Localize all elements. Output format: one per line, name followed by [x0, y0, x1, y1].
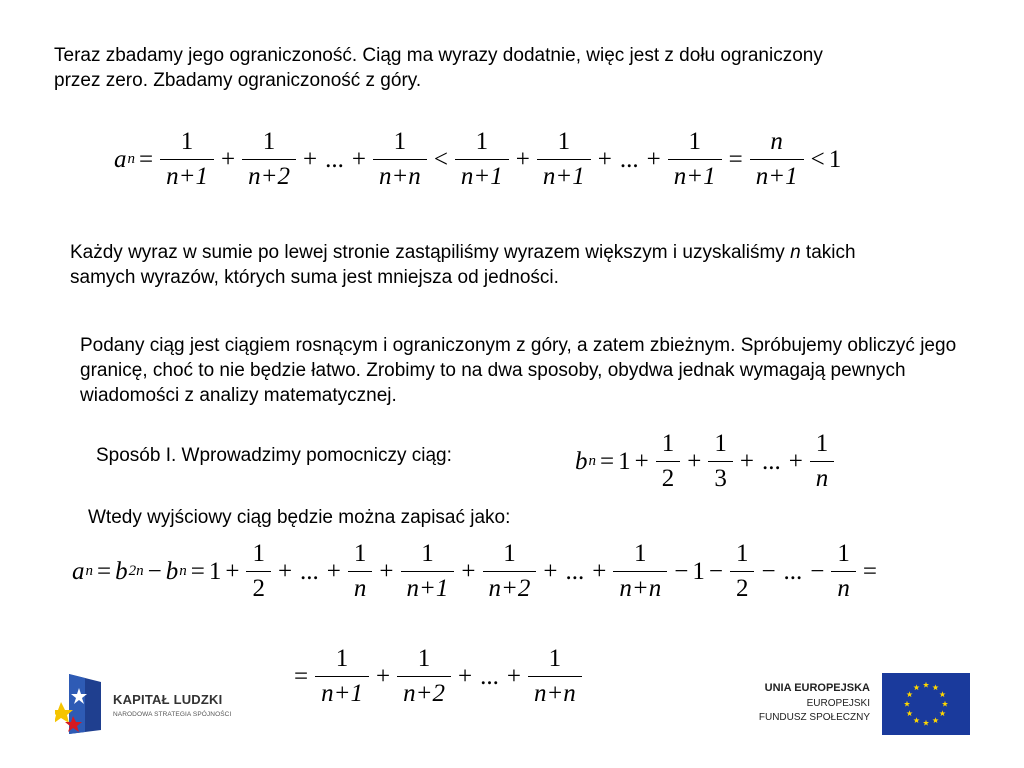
- fraction: [401, 540, 455, 603]
- operator: +: [739, 447, 754, 475]
- operator: −: [761, 557, 776, 585]
- operator: +: [592, 557, 607, 585]
- denominator: n+2: [242, 159, 296, 191]
- kapital-ludzki-emblem: [55, 672, 107, 736]
- denominator: n: [831, 571, 856, 603]
- operator: +: [351, 145, 366, 173]
- numerator: 1: [475, 128, 489, 155]
- operator: +: [543, 557, 558, 585]
- ellipsis: ...: [300, 557, 319, 585]
- fraction: [810, 430, 835, 493]
- operator: =: [600, 447, 615, 475]
- denominator: n: [810, 461, 835, 493]
- operator: +: [646, 145, 661, 173]
- numerator: 1: [634, 540, 647, 567]
- fraction: [750, 128, 804, 191]
- numerator: 1: [262, 128, 276, 155]
- subscript: n: [127, 151, 135, 167]
- numerator: n: [770, 128, 783, 155]
- denominator: n+2: [483, 571, 537, 603]
- denominator: 2: [246, 571, 271, 603]
- fraction: [528, 645, 582, 708]
- paragraph-text: Teraz zbadamy jego ograniczoność. Ciąg ma wyrazy dodatnie, więc jest z dołu ograniczony przez zero. Zbadamy ograniczoność z góry.: [54, 45, 823, 91]
- operator: −: [147, 557, 162, 585]
- denominator: n+1: [160, 159, 214, 191]
- eu-flag-icon: [882, 673, 970, 735]
- fraction: [348, 540, 373, 603]
- fraction: [483, 540, 537, 603]
- numerator: 1: [557, 128, 571, 155]
- ellipsis: ...: [565, 557, 585, 585]
- numerator: 1: [837, 540, 850, 567]
- operator: +: [788, 447, 803, 475]
- fraction: [455, 128, 509, 191]
- constant: 1: [208, 557, 222, 585]
- operator: =: [139, 145, 154, 173]
- numerator: 1: [180, 128, 194, 155]
- numerator: 1: [393, 128, 407, 155]
- paragraph-boundedness: [54, 43, 874, 93]
- subscript: n: [85, 563, 93, 579]
- ellipsis: ...: [325, 145, 344, 173]
- operator: +: [634, 447, 649, 475]
- numerator: 1: [421, 540, 434, 567]
- paragraph-text: Sposób I. Wprowadzimy pomocniczy ciąg:: [96, 445, 452, 466]
- fraction: [242, 128, 296, 191]
- denominator: n+1: [668, 159, 722, 191]
- paragraph-comparison: [70, 240, 870, 290]
- fraction: [708, 430, 733, 493]
- operator: +: [326, 557, 341, 585]
- operator: <: [810, 145, 825, 173]
- denominator: n+1: [537, 159, 591, 191]
- symbol: a: [114, 145, 127, 173]
- operator: <: [433, 145, 448, 173]
- fraction: [613, 540, 667, 603]
- ellipsis: ...: [480, 662, 499, 690]
- subscript: n: [179, 563, 187, 579]
- kapital-ludzki-title: KAPITAŁ LUDZKI: [113, 692, 223, 707]
- fraction: [315, 645, 369, 708]
- paragraph-convergence: [80, 333, 980, 408]
- paragraph-text: Wtedy wyjściowy ciąg będzie można zapisać jako:: [88, 507, 511, 528]
- variable-n: n: [790, 242, 801, 263]
- operator: =: [294, 662, 309, 690]
- subscript: n: [588, 453, 596, 469]
- fraction: [160, 128, 214, 191]
- ellipsis: ...: [619, 145, 639, 173]
- operator: +: [379, 557, 394, 585]
- formula-an-upper-bound: [114, 128, 841, 191]
- operator: −: [708, 557, 723, 585]
- operator: =: [862, 557, 878, 585]
- denominator: 2: [730, 571, 755, 603]
- operator: +: [515, 145, 530, 173]
- denominator: n+1: [455, 159, 509, 191]
- operator: =: [190, 557, 205, 585]
- fraction: [397, 645, 451, 708]
- denominator: n+1: [750, 159, 804, 191]
- denominator: n+1: [401, 571, 455, 603]
- operator: −: [810, 557, 825, 585]
- numerator: 1: [335, 645, 349, 672]
- denominator: n+2: [397, 676, 451, 708]
- symbol: a: [72, 557, 85, 585]
- operator: +: [457, 662, 473, 690]
- numerator: 1: [815, 430, 829, 457]
- kapital-ludzki-logo: [55, 672, 265, 736]
- formula-an-rewrite: [72, 540, 881, 603]
- symbol: b: [115, 557, 128, 585]
- subscript: 2n: [128, 563, 144, 579]
- operator: −: [674, 557, 689, 585]
- paragraph-text: Podany ciąg jest ciągiem rosnącym i ograniczonym z góry, a zatem zbieżnym. Spróbujemy obliczyć jego granicę, choć to nie będzie łatwo. Zrobimy to na dwa sposoby, obydwa jednak wymagają pewnych wiadomości z analizy matematycznej.: [80, 335, 957, 406]
- formula-bn-definition: [575, 430, 837, 493]
- constant: 1: [618, 447, 631, 475]
- eu-line1: UNIA EUROPEJSKA: [764, 682, 870, 694]
- denominator: 2: [656, 461, 681, 493]
- denominator: 3: [708, 461, 733, 493]
- eu-line3: FUNDUSZ SPOŁECZNY: [758, 712, 870, 723]
- numerator: 1: [735, 540, 749, 567]
- fraction: [668, 128, 722, 191]
- denominator: n+n: [613, 571, 667, 603]
- denominator: n+1: [315, 676, 369, 708]
- numerator: 1: [661, 430, 675, 457]
- operator: =: [97, 557, 112, 585]
- numerator: 1: [714, 430, 727, 457]
- operator: +: [597, 145, 612, 173]
- operator: +: [506, 662, 521, 690]
- operator: +: [687, 447, 702, 475]
- operator: +: [302, 145, 318, 173]
- paragraph-text: Każdy wyraz w sumie po lewej stronie zastąpiliśmy wyrazem większym i uzyskaliśmy: [70, 242, 791, 263]
- operator: +: [220, 145, 236, 173]
- fraction: [730, 540, 755, 603]
- numerator: 1: [503, 540, 516, 567]
- symbol: b: [165, 557, 179, 585]
- fraction: [373, 128, 427, 191]
- numerator: 1: [353, 540, 367, 567]
- symbol: b: [575, 447, 588, 475]
- fraction: [246, 540, 271, 603]
- paragraph-rewrite: [88, 505, 688, 530]
- fraction: [656, 430, 681, 493]
- numerator: 1: [417, 645, 431, 672]
- kapital-ludzki-subtitle: NARODOWA STRATEGIA SPÓJNOŚCI: [113, 711, 232, 718]
- fraction: [537, 128, 591, 191]
- numerator: 1: [688, 128, 701, 155]
- paragraph-text: takich samych wyrazów, których suma jest mniejsza od jedności.: [70, 242, 856, 288]
- eu-social-fund-logo: [740, 672, 970, 736]
- paragraph-method-one: [96, 443, 536, 468]
- operator: +: [277, 557, 293, 585]
- denominator: n: [348, 571, 373, 603]
- ellipsis: ...: [783, 557, 803, 585]
- operator: +: [461, 557, 476, 585]
- operator: +: [375, 662, 391, 690]
- denominator: n+n: [373, 159, 427, 191]
- fraction: [831, 540, 856, 603]
- numerator: 1: [252, 540, 265, 567]
- ellipsis: ...: [761, 447, 781, 475]
- constant: 1: [692, 557, 705, 585]
- operator: +: [225, 557, 240, 585]
- operator: =: [728, 145, 743, 173]
- denominator: n+n: [528, 676, 582, 708]
- numerator: 1: [548, 645, 562, 672]
- constant: 1: [828, 145, 842, 173]
- eu-line2: EUROPEJSKI: [806, 698, 870, 709]
- formula-an-result: [290, 645, 585, 708]
